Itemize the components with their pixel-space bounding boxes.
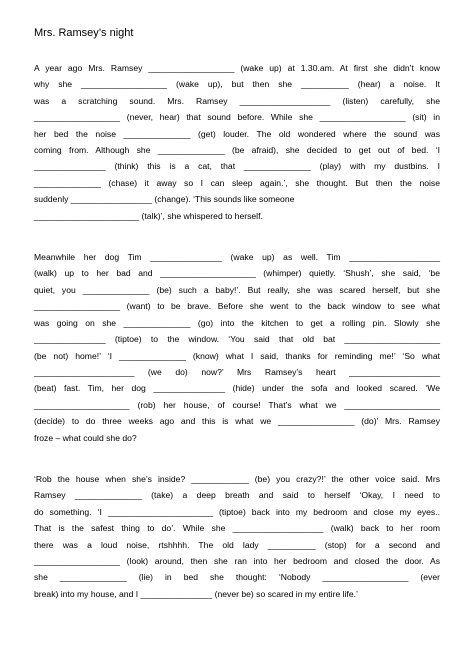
text-line: __________________ (never, hear) that sound before. While she __________________ (sit) in (34, 112, 440, 123)
paragraph-1 (34, 60, 440, 224)
text-line: _______________ (think) this is a cat, that ______________ (play) with my dustbins. I (34, 161, 440, 172)
text-line: Ramsey ______________ (take) a deep breath and said to herself ‘Okay, I need to (34, 490, 440, 501)
text-line: __________________ (look) around, then she ran into her bedroom and closed the door. As (34, 555, 440, 566)
text-line: _______________ (tiptoe) to the window. ‘You said that old bat ____________________ (34, 334, 440, 345)
paragraph-2 (34, 249, 440, 446)
text-line: suddenly _________________ (change). ‘This sounds like someone (34, 194, 295, 205)
text-line: do something. ‘I ______________________ (tiptoe) back into my bedroom and close my eyes.. (34, 506, 440, 517)
text-line: there was a loud noise, rtshhhh. The old lady __________ (stop) for a second and (34, 539, 440, 550)
text-line: break) into my house, and I _______________ (never be) so scared in my entire life.’ (34, 588, 358, 599)
text-line: ‘Rob the house when she’s inside? ____________ (be) you crazy?!’ the other voice said. Mrs (34, 473, 440, 484)
text-line: A year ago Mrs. Ramsey __________________ (wake up) at 1.30.am. At first she didn’t know (34, 63, 440, 73)
text-line: why she __________________ (wake up), but then she __________ (hear) a noise. It (34, 79, 440, 90)
text-line: coming from. Although she ______________ (be afraid), she decided to get out of bed. ‘I (34, 145, 440, 156)
text-line: ____________________ (rob) her house, of course! That’s what we ____________________ (34, 399, 440, 410)
paragraph-3 (34, 471, 440, 602)
text-line: ______________ (chase) it away so I can sleep again.’, she thought. But then the noise (34, 177, 440, 188)
text-line: _____________________ (we do) now?’ Mrs Ramsey’s heart ___________________ (34, 366, 440, 377)
text-line: That is the safest thing to do’. While she ___________________ (walk) back to her room (34, 523, 440, 534)
worksheet-title: Mrs. Ramsey’s night (34, 27, 134, 39)
text-line: Meanwhile her dog Tim _______________ (wake up) as well. Tim ___________________ (34, 252, 440, 263)
text-line: (be not) home!’ ‘I ______________ (know) what I said, thanks for reminding me!’ ‘So what (34, 350, 440, 361)
text-line: (decide) to do three weeks ago and this is what we ________________ (do)’ Mrs. Ramsey (34, 416, 440, 427)
text-line: quiet, you ______________ (be) such a baby!’. But really, she was scared herself, but she (34, 284, 440, 295)
text-line: was going on she ______________ (go) into the kitchen to get a rolling pin. Slowly she (34, 317, 440, 328)
text-line: __________________ (want) to be brave. Before she went to the back window to see what (34, 301, 440, 312)
text-line: was a scratching sound. Mrs. Ramsey ___________________ (listen) carefully, she (34, 95, 440, 106)
text-line: froze – what could she do? (34, 432, 137, 443)
text-line: ______________________ (talk)’, she whispered to herself. (34, 210, 263, 221)
text-line: (beat) fast. Tim, her dog _______________ (hide) under the sofa and looked scared. ‘We (34, 383, 440, 394)
text-line: she ______________ (lie) in bed she thought: ‘Nobody __________________ (ever (34, 572, 440, 583)
text-line: her bed the noise ______________ (get) louder. The old wondered where the sound was (34, 128, 440, 139)
text-line: (walk) up to her bad and ____________________ (whimper) quietly. ‘Shush’, she said, ‘be (34, 268, 440, 279)
